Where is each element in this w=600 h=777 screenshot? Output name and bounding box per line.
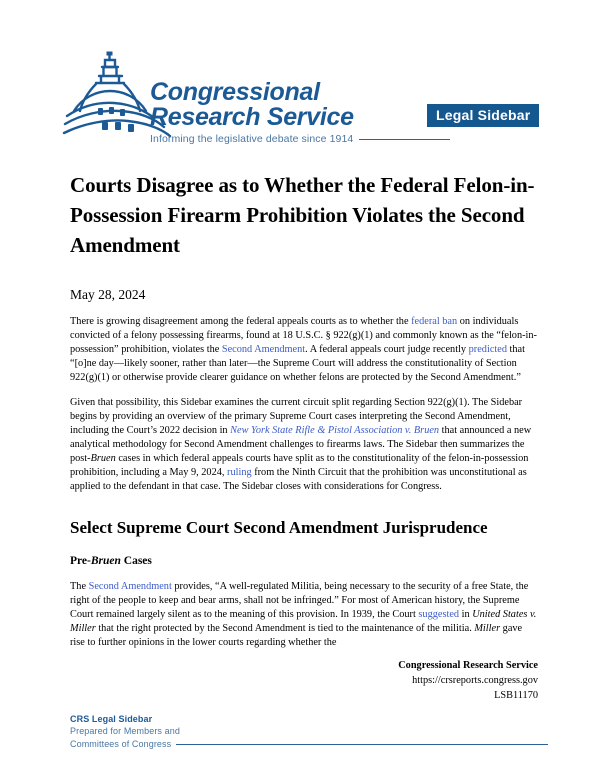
footer-prepared-line-1: Prepared for Members and — [70, 726, 180, 736]
paragraph-1 — [70, 315, 538, 385]
paragraph-2 — [70, 396, 538, 494]
case-name-miller-full: United States v. Miller — [70, 609, 537, 634]
link-federal-ban[interactable]: federal ban — [411, 316, 458, 327]
document-body — [70, 170, 538, 650]
footer-rule — [176, 744, 548, 745]
tagline-row — [150, 133, 450, 145]
text-run: . A federal appeals court judge recently — [305, 344, 469, 355]
text-run: that announced a new analytical methodology for Second Amendment challenges to firearms laws. The Sidebar then summarizes the post- — [70, 425, 532, 464]
tagline-rule — [359, 139, 450, 140]
masthead — [0, 0, 600, 160]
link-ruling[interactable]: ruling — [227, 467, 252, 478]
crs-logo — [62, 48, 412, 148]
section-heading: Select Supreme Court Second Amendment Jurisprudence — [70, 518, 488, 537]
footer-organization: Congressional Research Service — [398, 660, 538, 671]
text-run: cases in which federal appeals courts have split as to the constitutionality of the felon-in-possession prohibition, including a May 9, 2024, — [70, 453, 529, 478]
case-name-miller: Miller — [474, 623, 501, 634]
footer-series-title: CRS Legal Sidebar — [70, 714, 153, 724]
crs-tagline: Informing the legislative debate since 1914 — [150, 133, 354, 145]
sub-heading-post: Cases — [120, 555, 152, 567]
link-predicted[interactable]: predicted — [468, 344, 507, 355]
text-run: Given that possibility, this Sidebar examines the current circuit split regarding Section 922(g)(1). The Sidebar begins by providing an overview of the primary Supreme Court cases interpreting the Second Amendment, including the Court’s 2022 decision in — [70, 397, 523, 436]
case-name-bruen: Bruen — [90, 453, 116, 464]
text-run: provides, “A well-regulated Militia, being necessary to the security of a free State, the right of the people to keep and bear arms, shall not be infringed.” For most of American history, the Supreme Court remained largely silent as to the meaning of this provision. In 1939, the Court — [70, 581, 529, 620]
sub-heading — [70, 554, 538, 569]
footer-prepared-line-2: Committees of Congress — [70, 739, 172, 749]
sub-heading-case: Bruen — [90, 555, 121, 567]
link-bruen-case[interactable]: New York State Rifle & Pistol Association v. Bruen — [230, 425, 440, 436]
footer-report-id: LSB11170 — [494, 690, 538, 701]
text-run: that “[o]ne day—likely sooner, rather than later—the Supreme Court will address the constitutionality of Section 922(g)(1) or otherwise provide clearer guidance on whether felons are protected by the Second Amendment.” — [70, 344, 525, 383]
wordmark-line-1: Congressional — [150, 78, 320, 106]
page-title: Courts Disagree as to Whether the Federal Felon-in-Possession Firearm Prohibition Violates the Second Amendment — [70, 173, 535, 257]
text-run: that the right protected by the Second Amendment is tied to the maintenance of the militia. — [95, 623, 475, 634]
sub-heading-pre: Pre- — [70, 555, 91, 567]
footer-prepared-row-2 — [70, 738, 548, 751]
text-run: gave rise to further opinions in the lower courts regarding whether the — [70, 623, 523, 648]
link-suggested[interactable]: suggested — [418, 609, 460, 620]
text-run: The — [70, 581, 89, 592]
text-run: on individuals convicted of a felony possessing firearms, found at 18 U.S.C. § 922(g)(1) and commonly known as the “felon-in-possession” prohibition, violates the — [70, 316, 537, 355]
link-second-amendment-2[interactable]: Second Amendment — [88, 581, 172, 592]
link-second-amendment[interactable]: Second Amendment — [221, 344, 306, 355]
legal-sidebar-badge: Legal Sidebar — [427, 104, 539, 127]
footer-left — [70, 713, 548, 751]
footer-url[interactable]: https://crsreports.congress.gov — [412, 675, 538, 686]
text-run: There is growing disagreement among the federal appeals courts as to whether the — [70, 316, 412, 327]
crs-wordmark — [150, 80, 420, 130]
text-run: from the Ninth Circuit that the prohibition was unconstitutional as applied to the defendant in that case. The Sidebar closes with considerations for Congress. — [70, 467, 527, 492]
paragraph-3 — [70, 580, 538, 650]
footer-right — [280, 658, 538, 703]
publication-date: May 28, 2024 — [70, 287, 146, 302]
wordmark-line-2: Research Service — [150, 103, 354, 131]
text-run: in — [459, 609, 473, 620]
